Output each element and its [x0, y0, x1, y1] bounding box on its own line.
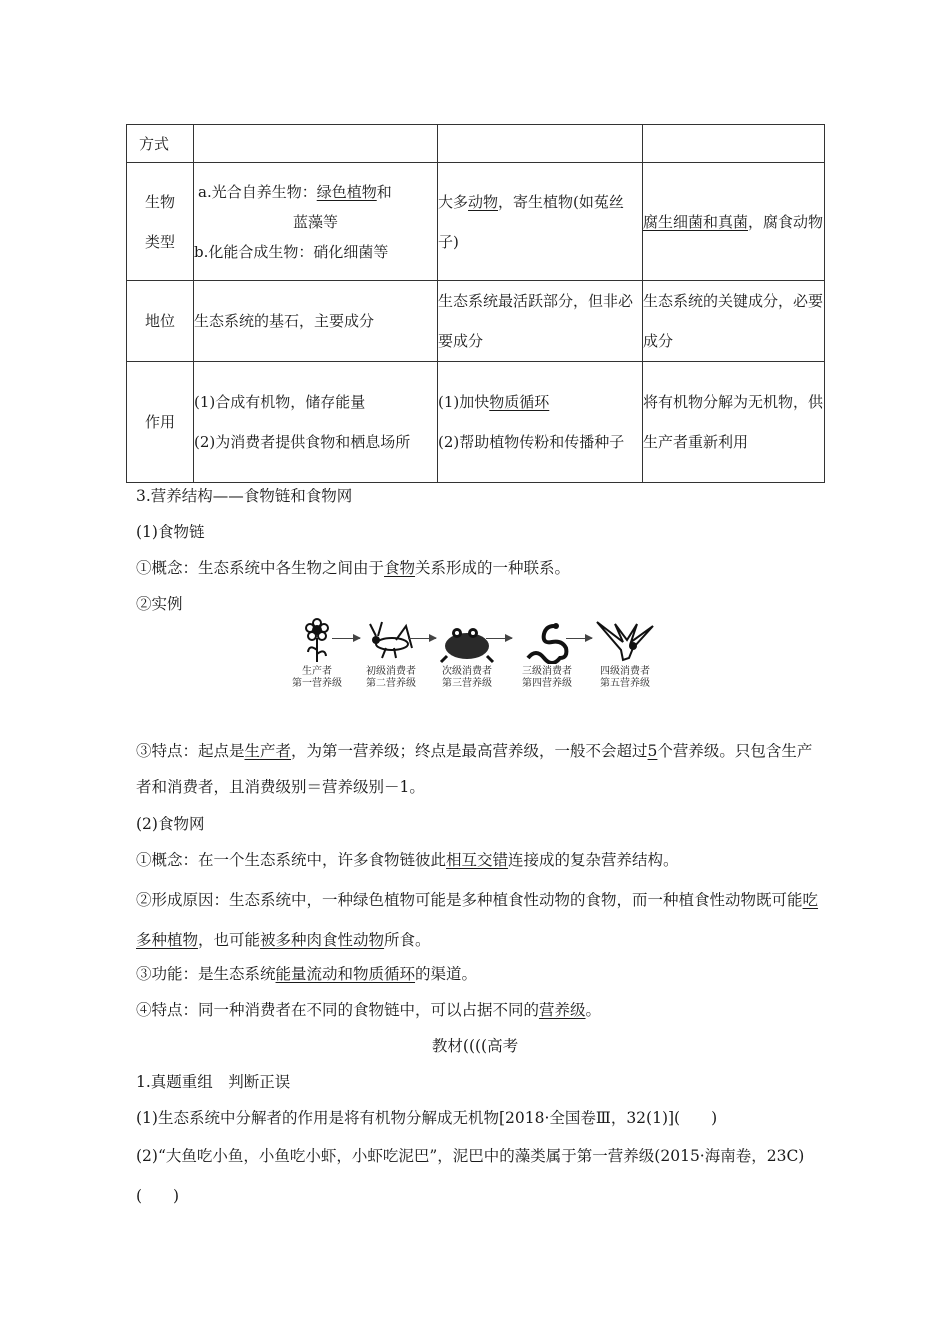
grasshopper-icon [356, 618, 426, 664]
trophic-level: 第三营养级 [442, 678, 492, 689]
underlined-answer: 营养级 [539, 1001, 586, 1019]
producer-status-cell: 生态系统的基石，主要成分 [194, 281, 438, 362]
food-chain-figure [290, 618, 660, 700]
producer-type-a [194, 177, 437, 207]
flower-icon [282, 618, 352, 664]
text: 连接成的复杂营养结构。 [508, 851, 679, 869]
food-web-feature [136, 998, 601, 1020]
text: (2)帮助植物传粉和传播种子 [438, 433, 625, 451]
text: ③特点：起点是 [136, 742, 245, 760]
decomposer-status-cell: 生态系统的关键成分，必要成分 [643, 281, 825, 362]
producer-type-a-cont: 蓝藻等 [292, 212, 338, 231]
text: ，为第一营养级；终点是最高营养级，一般不会超过 [291, 742, 648, 760]
text: ，腐食动物 [748, 212, 824, 231]
text: 的渠道。 [415, 965, 478, 983]
food-chain-concept [136, 556, 570, 578]
subsection-food-chain: (1)食物链 [136, 523, 205, 541]
section-heading: 教材((((高考 [431, 1037, 519, 1055]
chain-organism [590, 618, 660, 690]
producer-function-cell [194, 362, 438, 483]
text: a.光合自养生物： [198, 182, 317, 201]
trophic-role: 次级消费者 [442, 666, 492, 677]
subsection-food-web: (2)食物网 [136, 815, 205, 833]
food-web-reason [136, 880, 826, 960]
arrow-icon [486, 638, 512, 639]
text: 。 [585, 1001, 602, 1019]
trophic-level: 第一营养级 [292, 678, 342, 689]
consumer-status-cell: 生态系统最活跃部分，但非必要成分 [438, 281, 643, 362]
food-web-concept [136, 848, 679, 870]
trophic-level: 第五营养级 [600, 678, 650, 689]
snake-icon [512, 618, 582, 664]
table-cell [438, 125, 643, 163]
exercise-question: (2)“大鱼吃小鱼，小鱼吃小虾，小虾吃泥巴”，泥巴中的藻类属于第一营养级(2015·海南卷，23C)( ) [136, 1147, 805, 1205]
text: ④特点：同一种消费者在不同的食物链中，可以占据不同的 [136, 1001, 540, 1019]
trophic-role: 四级消费者 [600, 666, 650, 677]
text: ③功能：是生态系统 [136, 965, 276, 983]
row-label-mode: 方式 [127, 125, 194, 163]
row-label-text: 生物类型 [145, 192, 176, 251]
text: ①概念：生态系统中各生物之间由于 [136, 559, 385, 577]
underlined-answer: 相互交错 [446, 851, 509, 869]
food-web-function [136, 962, 477, 984]
section-title: 3.营养结构——食物链和食物网 [136, 487, 353, 505]
ecosystem-components-table [126, 124, 825, 483]
text: (2)为消费者提供食物和栖息场所 [194, 433, 411, 451]
underlined-answer: 绿色植物 [316, 182, 377, 201]
text: 所食。 [384, 931, 431, 949]
exercise-title: 1.真题重组 判断正误 [136, 1073, 291, 1091]
chain-organism [512, 618, 582, 690]
chain-organism [356, 618, 426, 690]
text: ，寄生植物(如菟丝子) [438, 192, 624, 251]
trophic-level: 第四营养级 [522, 678, 572, 689]
text: 个营养级。只包含生产者和消费者，且消费级别＝营养级别－1。 [136, 742, 813, 796]
trophic-role: 三级消费者 [522, 666, 572, 677]
exercise-question: (1)生态系统中分解者的作用是将有机物分解成无机物[2018·全国卷Ⅲ，32(1)]( ) [136, 1109, 718, 1127]
text: ②形成原因：生态系统中，一种绿色植物可能是多种植食性动物的食物，而一种植食性动物既可能 [136, 891, 803, 909]
text: (1)加快 [438, 393, 490, 411]
underlined-answer: 生产者 [244, 742, 292, 760]
trophic-role: 初级消费者 [366, 666, 416, 677]
text: 关系形成的一种联系。 [415, 559, 571, 577]
text: 大多 [438, 192, 469, 211]
consumer-type-cell [438, 163, 643, 281]
underlined-answer: 腐生细菌和真菌 [643, 212, 749, 231]
text: ①概念：在一个生态系统中，许多食物链彼此 [136, 851, 447, 869]
table-row [127, 163, 825, 281]
eagle-icon [590, 618, 660, 664]
table-cell [194, 125, 438, 163]
producer-type-b: b.化能合成生物：硝化细菌等 [194, 242, 389, 261]
underlined-answer: 5 [647, 742, 658, 760]
chain-organism [282, 618, 352, 690]
table-cell [643, 125, 825, 163]
underlined-answer: 被多种肉食性动物 [260, 931, 385, 949]
consumer-function-cell [438, 362, 643, 483]
arrow-icon [566, 638, 592, 639]
text: ，也可能 [198, 931, 261, 949]
trophic-role: 生产者 [302, 666, 332, 677]
underlined-answer: 食物 [384, 559, 416, 577]
underlined-answer: 动物 [468, 192, 499, 211]
trophic-level: 第二营养级 [366, 678, 416, 689]
text: 和 [376, 182, 392, 201]
row-label-status: 地位 [127, 281, 194, 362]
text: (1)合成有机物，储存能量 [194, 393, 366, 411]
decomposer-type-cell [643, 163, 825, 281]
chain-organism [432, 618, 502, 690]
underlined-answer: 物质循环 [489, 393, 550, 411]
decomposer-function-cell: 将有机物分解为无机物，供生产者重新利用 [643, 362, 825, 483]
underlined-answer: 能量流动和物质循环 [275, 965, 416, 983]
table-row [127, 281, 825, 362]
producer-type-cell [194, 163, 438, 281]
frog-icon [432, 618, 502, 664]
row-label-function: 作用 [127, 362, 194, 483]
underlined-answer: 吃多种植物 [136, 891, 819, 949]
table-row [127, 362, 825, 483]
table-row [127, 125, 825, 163]
row-label-type [127, 163, 194, 281]
food-chain-example: ②实例 [136, 595, 183, 613]
food-chain-feature [136, 733, 826, 805]
